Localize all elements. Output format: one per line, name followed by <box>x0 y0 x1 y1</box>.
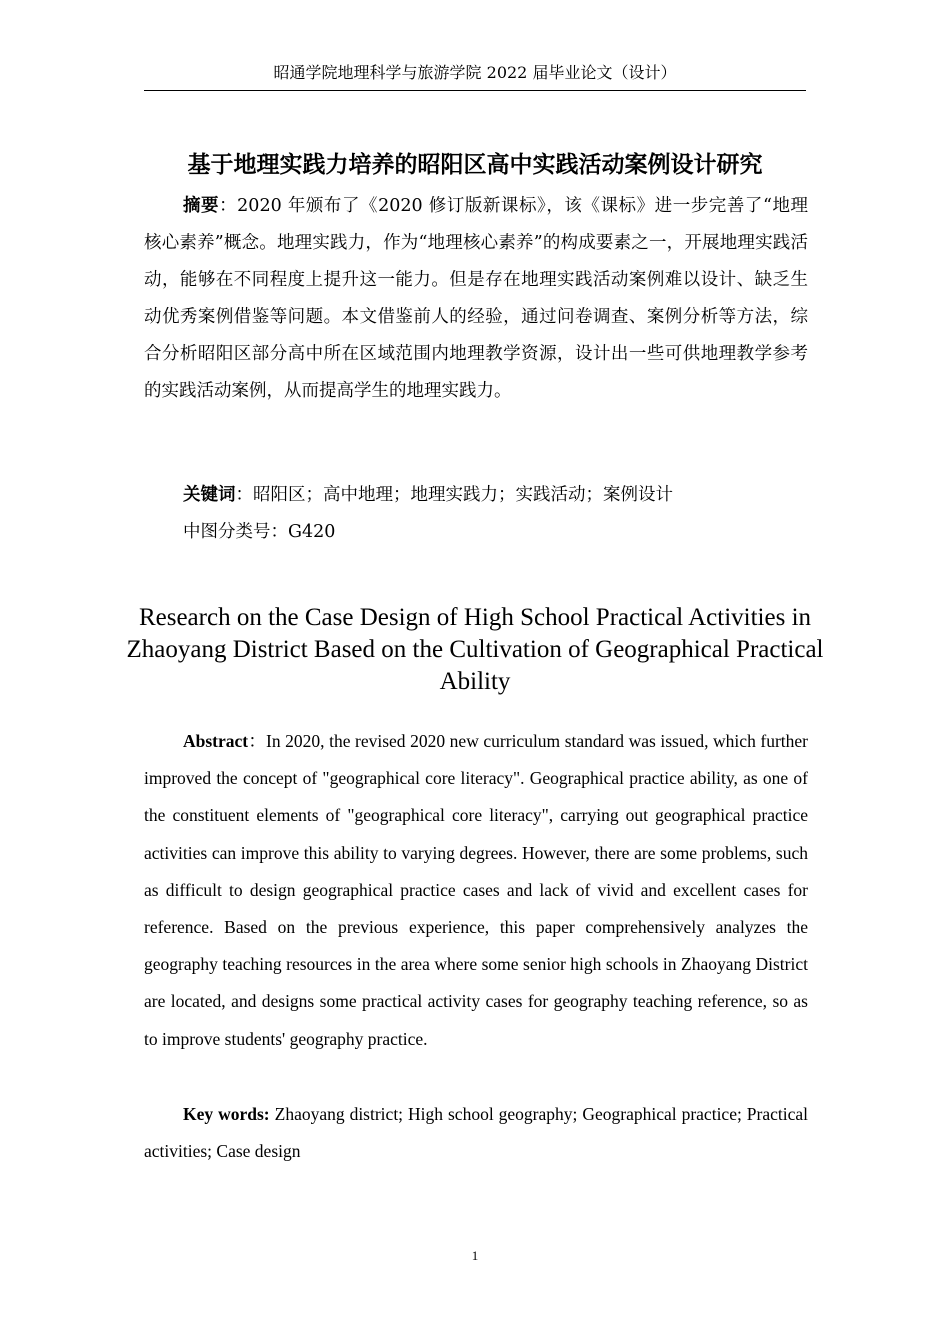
header-rule <box>144 90 806 91</box>
chinese-classification-number <box>183 514 335 551</box>
english-abstract-separator: ： <box>248 731 266 751</box>
english-keywords-text: Zhaoyang district; High school geography; Geographical practice; Practical activities; Case design <box>144 1104 809 1162</box>
running-header: 昭通学院地理科学与旅游学院 2022 届毕业论文（设计） <box>273 63 677 82</box>
classification-label: 中图分类号： <box>183 522 288 542</box>
chinese-keywords-label: 关键词 <box>183 485 236 505</box>
chinese-keywords <box>183 477 673 514</box>
english-keywords-label: Key words: <box>183 1104 270 1124</box>
chinese-abstract <box>144 188 808 410</box>
english-title: Research on the Case Design of High School Practical Activities in Zhaoyang District Based on the Cultivation of Geographical Practical Ability <box>126 604 824 695</box>
classification-value: G420 <box>288 522 336 542</box>
page-number: 1 <box>471 1248 479 1263</box>
chinese-title: 基于地理实践力培养的昭阳区高中实践活动案例设计研究 <box>187 152 763 178</box>
english-abstract <box>144 723 808 1058</box>
chinese-keywords-separator: ： <box>235 485 253 505</box>
english-abstract-text: In 2020, the revised 2020 new curriculum standard was issued, which further improved the concept of "geographical core literacy". Geographical practice ability, as one of the constituent elements of "geographical core literacy", carrying out geographical practice activities can improve this ability to varying degrees. However, there are some problems, such as difficult to design geographical practice cases and lack of vivid and excellent cases for reference. Based on the previous experience, this paper comprehensively analyzes the geography teaching resources in the area where some senior high schools in Zhaoyang District are located, and designs some practical activity cases for geography teaching reference, so as to improve students' geography practice. <box>144 731 808 1049</box>
chinese-keywords-text: 昭阳区；高中地理；地理实践力；实践活动；案例设计 <box>253 485 673 505</box>
english-abstract-label: Abstract <box>183 731 249 751</box>
chinese-abstract-label: 摘要 <box>183 196 220 216</box>
english-keywords <box>144 1096 808 1170</box>
chinese-abstract-text: 2020 年颁布了《2020 修订版新课标》，该《课标》进一步完善了“地理核心素养”概念。地理实践力，作为“地理核心素养”的构成要素之一，开展地理实践活动，能够在不同程度上提升这一能力。但是存在地理实践活动案例难以设计、缺乏生动优秀案例借鉴等问题。本文借鉴前人的经验，通过问卷调查、案例分析等方法，综合分析昭阳区部分高中所在区域范围内地理教学资源，设计出一些可供地理教学参考的实践活动案例，从而提高学生的地理实践力。 <box>144 196 809 401</box>
chinese-abstract-separator: ： <box>219 196 238 216</box>
